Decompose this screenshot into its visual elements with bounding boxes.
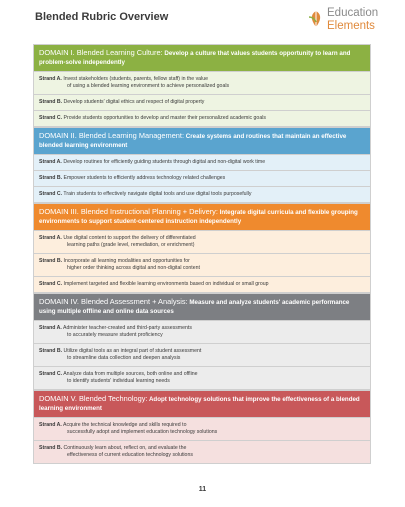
page-number: 11: [198, 486, 207, 493]
strand-text: Acquire the technical knowledge and skills required to: [63, 422, 187, 428]
strand-label: Strand A.: [39, 422, 62, 428]
strand-text-cont: to streamline data collection and deepen analysis: [67, 355, 181, 361]
strand-text-cont: to identify students' individual learning needs: [67, 378, 170, 384]
domain-3-header: [34, 204, 370, 230]
domain-4-name: DOMAIN IV. Blended Assessment + Analysis:: [39, 297, 188, 306]
strand-label: Strand A.: [39, 235, 62, 241]
domain-5-strand-b: [34, 440, 370, 463]
strand-text-cont: successfully adopt and implement education technology solutions: [67, 429, 218, 435]
domain-2-strand-c: [34, 186, 370, 202]
domain-3: [33, 203, 371, 293]
logo-text-line2: Elements: [327, 19, 375, 32]
domain-2-strand-b: [34, 170, 370, 186]
domain-4-strand-a: [34, 320, 370, 343]
domain-4-header: [34, 294, 370, 320]
domain-1-name: DOMAIN I. Blended Learning Culture:: [39, 48, 163, 57]
domain-3-strand-a: [34, 230, 370, 253]
strand-text: Provide students opportunities to develop and master their personalized academic goals: [63, 115, 266, 121]
strand-label: Strand A.: [39, 76, 62, 82]
domain-5-name: DOMAIN V. Blended Technology:: [39, 394, 148, 403]
domain-3-strand-b: [34, 253, 370, 276]
strand-label: Strand B.: [39, 445, 63, 451]
strand-label: Strand B.: [39, 258, 63, 264]
domain-3-desc: Integrate digital curricula and flexible grouping environments to support student-centered instruction independently: [39, 209, 358, 225]
strand-label: Strand C.: [39, 371, 63, 377]
domain-5-desc: Adopt technology solutions that improve the effectiveness of a blended learning environment: [39, 396, 360, 412]
strand-label: Strand B.: [39, 348, 63, 354]
domain-1-strand-b: [34, 94, 370, 110]
page-title: Blended Rubric Overview: [35, 11, 169, 23]
domain-4-strand-c: [34, 366, 370, 389]
domain-3-name: DOMAIN III. Blended Instructional Planning + Delivery:: [39, 207, 218, 216]
strand-label: Strand C.: [39, 281, 63, 287]
domain-4-strand-b: [34, 343, 370, 366]
strand-text: Implement targeted and flexible learning environments based on individual or small group: [63, 281, 269, 287]
strand-label: Strand A.: [39, 325, 62, 331]
strand-text: Continuously learn about, reflect on, and evaluate the: [63, 445, 187, 451]
domain-2-name: DOMAIN II. Blended Learning Management:: [39, 131, 185, 140]
strand-text: Use digital content to support the delivery of differentiated: [63, 235, 196, 241]
domain-1-strand-a: [34, 71, 370, 94]
strand-text-cont: to accurately measure student proficiency: [67, 332, 163, 338]
domain-5-strand-a: [34, 417, 370, 440]
strand-label: Strand B.: [39, 175, 63, 181]
strand-text: Administer teacher-created and third-party assessments: [63, 325, 192, 331]
strand-text: Train students to effectively navigate digital tools and use digital tools purposefully: [63, 191, 252, 197]
strand-text: Develop students' digital ethics and respect of digital property: [63, 99, 205, 105]
strand-label: Strand A.: [39, 159, 62, 165]
strand-text: Develop routines for efficiently guiding students through digital and non-digital work time: [63, 159, 266, 165]
domain-4: [33, 293, 371, 390]
strand-label: Strand C.: [39, 191, 63, 197]
strand-label: Strand B.: [39, 99, 63, 105]
domain-5-header: [34, 391, 370, 417]
domain-2-strand-a: [34, 154, 370, 170]
domain-3-strand-c: [34, 276, 370, 292]
logo-leaf-icon: [307, 10, 325, 28]
strand-text: Empower students to efficiently address technology related challenges: [63, 175, 226, 181]
strand-text: Incorporate all learning modalities and opportunities for: [63, 258, 190, 264]
domain-1: [33, 44, 371, 127]
domain-1-desc: Develop a culture that values students opportunity to learn and problem-solve independently: [39, 50, 351, 66]
domain-2: [33, 127, 371, 203]
domain-1-strand-c: [34, 110, 370, 126]
domain-2-desc: Create systems and routines that maintain an effective blended learning environment: [39, 133, 347, 149]
education-elements-logo: [307, 8, 381, 36]
strand-text-cont: of using a blended learning environment to achieve personalized goals: [67, 83, 230, 89]
domain-4-desc: Measure and analyze students' academic performance using multiple offline and online data sources: [39, 299, 350, 315]
strand-text-cont: learning paths (grade level, remediation, or enrichment): [67, 242, 195, 248]
strand-text: Analyze data from multiple sources, both online and offline: [63, 371, 198, 377]
strand-text: Invest stakeholders (students, parents, fellow staff) in the value: [63, 76, 208, 82]
domain-1-header: [34, 45, 370, 71]
logo-text-line1: Education: [327, 7, 379, 19]
strand-text-cont: effectiveness of current education technology solutions: [67, 452, 193, 458]
strand-label: Strand C.: [39, 115, 63, 121]
strand-text: Utilize digital tools as an integral part of student assessment: [63, 348, 202, 354]
domain-5: [33, 390, 371, 464]
strand-text-cont: higher order thinking across digital and non-digital content: [67, 265, 200, 271]
domain-2-header: [34, 128, 370, 154]
rubric-overview: [33, 44, 371, 464]
